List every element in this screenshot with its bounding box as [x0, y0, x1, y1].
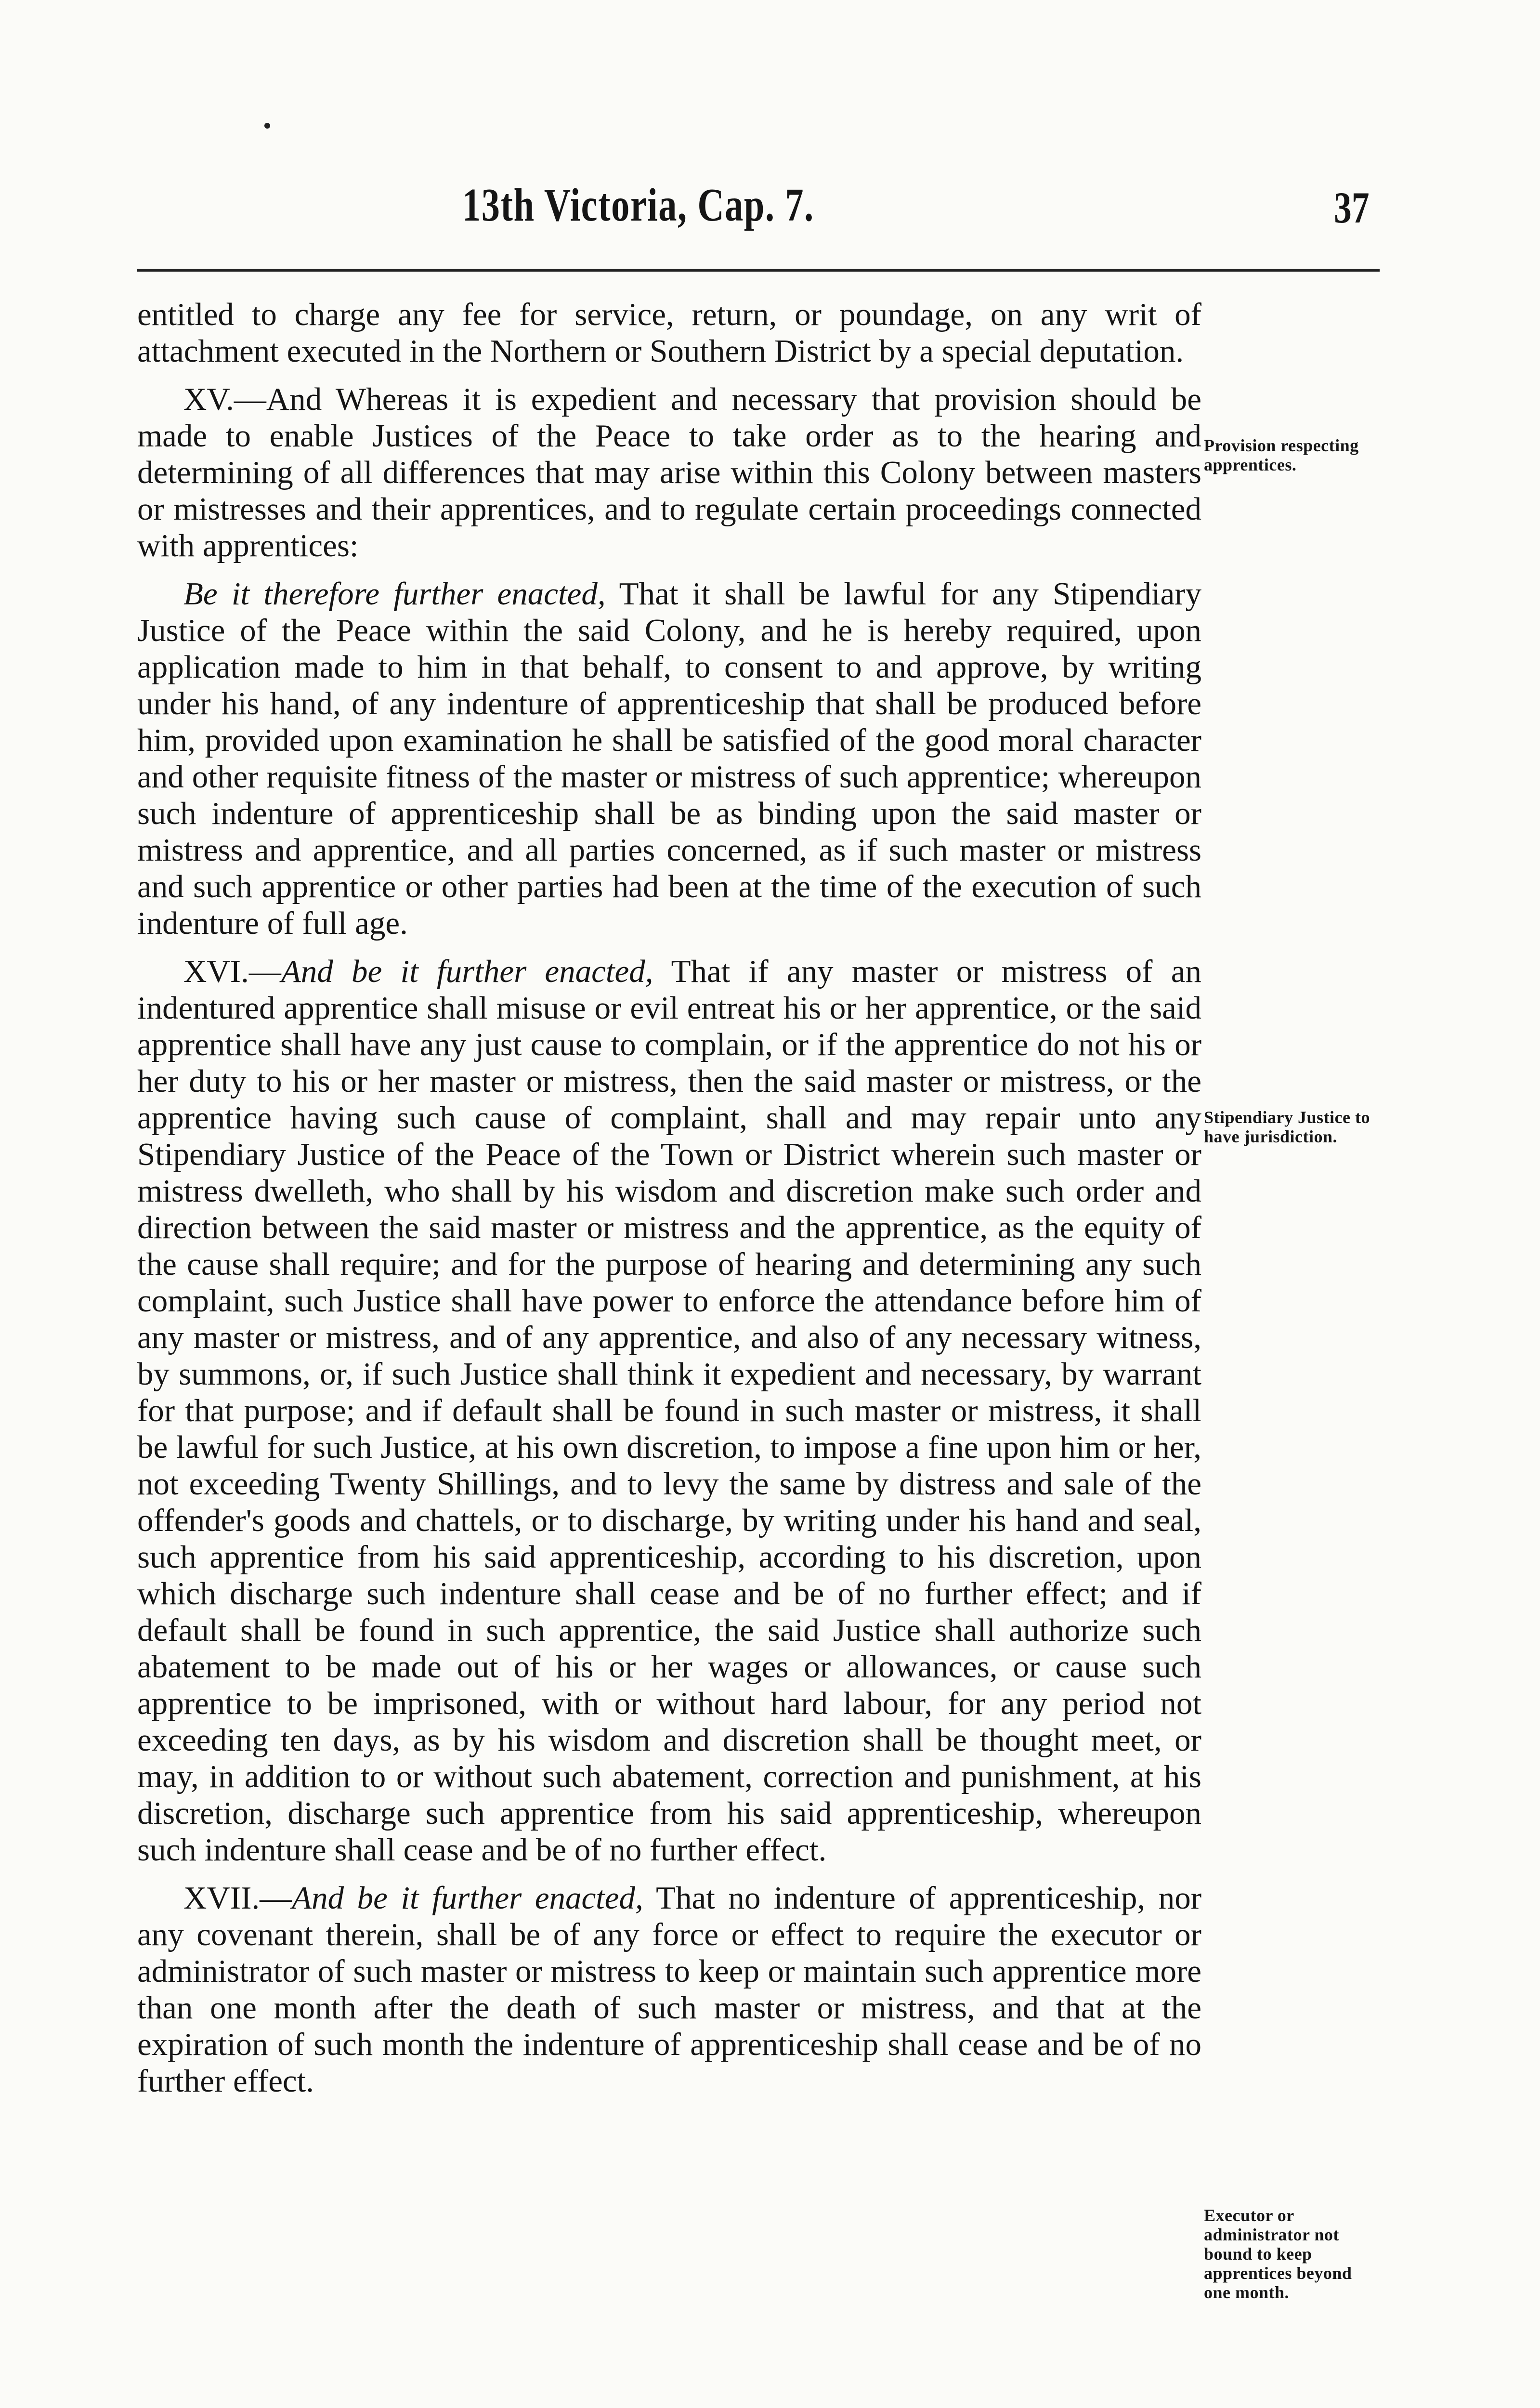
header-rule	[137, 269, 1380, 272]
section-xv-enactment	[137, 576, 1201, 942]
section-text: That if any master or mistress of an indentured apprentice shall misuse or evil entreat his or her apprentice, or the said apprentice shall have any just cause to complain, or if the apprentice do not his or her duty to his or her master or mistress, then the said master or mistress, or the apprentice having such cause of complaint, shall and may repair unto any Stipendiary Justice of the Peace of the Town or District wherein such master or mistress dwelleth, who shall by his wisdom and discretion make such order and direction between the said master or mistress and the apprentice, as the equity of the cause shall require; and for the purpose of hearing and determining any such complaint, such Justice shall have power to enforce the attendance before him of any master or mistress, and of any apprentice, and also of any necessary witness, by summons, or, if such Justice shall think it expedient and necessary, by warrant for that purpose; and if default shall be found in such master or mistress, it shall be lawful for such Justice, at his own discretion, to impose a fine upon him or her, not exceeding Twenty Shillings, and to levy the same by distress and sale of the offender's goods and chattels, or to discharge, by writing under his hand and seal, such apprentice from his said apprenticeship, according to his discretion, upon which discharge such indenture shall cease and be of no further effect; and if default shall be found in such apprentice, the said Justice shall authorize such abatement to be made out of his or her wages or allowances, or cause such apprentice to be imprisoned, with or without hard labour, for any period not exceeding ten days, as by his wisdom and discretion shall be thought meet, or may, in addition to or without such abatement, correction and punishment, at his discretion, discharge such apprentice from his said apprenticeship, whereupon such indenture shall cease and be of no further effect.	[137, 954, 1201, 1868]
margin-note-jurisdiction: Stipendiary Justice to have jurisdiction.	[1204, 1108, 1370, 1146]
section-number: XVI.—	[183, 954, 281, 989]
body-text	[137, 296, 1201, 2099]
enacting-phrase: And be it further enacted,	[292, 1880, 643, 1916]
section-xvi	[137, 953, 1201, 1868]
print-speck	[264, 123, 270, 129]
running-head-title: 13th Victoria, Cap. 7.	[462, 179, 814, 231]
margin-note-provision: Provision respecting apprentices.	[1204, 436, 1359, 474]
section-xv: XV.—And Whereas it is expedient and necessary that provision should be made to enable Justices of the Peace to take order as to the hearing and determining of all differences that may arise within this Colony between masters or mistresses and their apprentices, and to regulate certain proceedings connected with apprentices:	[137, 381, 1201, 563]
section-xvii	[137, 1880, 1201, 2099]
paragraph-continuation: entitled to charge any fee for service, return, or poundage, on any writ of attachment executed in the Northern or Southern District by a special deputation.	[137, 297, 1201, 369]
section-text: That no indenture of apprenticeship, nor any covenant therein, shall be of any force or effect to require the executor or administrator of such master or mistress to keep or maintain such apprentice more than one month after the death of such master or mistress, and that at the expiration of such month the indenture of apprenticeship shall cease and be of no further effect.	[137, 1880, 1202, 2099]
page-number: 37	[1334, 183, 1370, 232]
enactment-text: That it shall be lawful for any Stipendiary Justice of the Peace within the said Colony, and he is hereby required, upon application made to him in that behalf, to consent to and approve, by writing under his hand, of any indenture of apprenticeship that shall be produced before him, provided upon examination he shall be satisfied of the good moral character and other requisite fitness of the master or mistress of such apprentice; whereupon such indenture of apprenticeship shall be as binding upon the said master or mistress and apprentice, and all parties concerned, as if such master or mistress and such apprentice or other parties had been at the time of the execution of such indenture of full age.	[137, 576, 1201, 941]
enacting-phrase: And be it further enacted,	[281, 954, 653, 989]
section-number: XVII.—	[183, 1880, 292, 1916]
enacting-phrase: Be it therefore further enacted,	[183, 576, 606, 612]
margin-note-executor: Executor or administrator not bound to keep apprentices beyond one month.	[1204, 2206, 1352, 2302]
